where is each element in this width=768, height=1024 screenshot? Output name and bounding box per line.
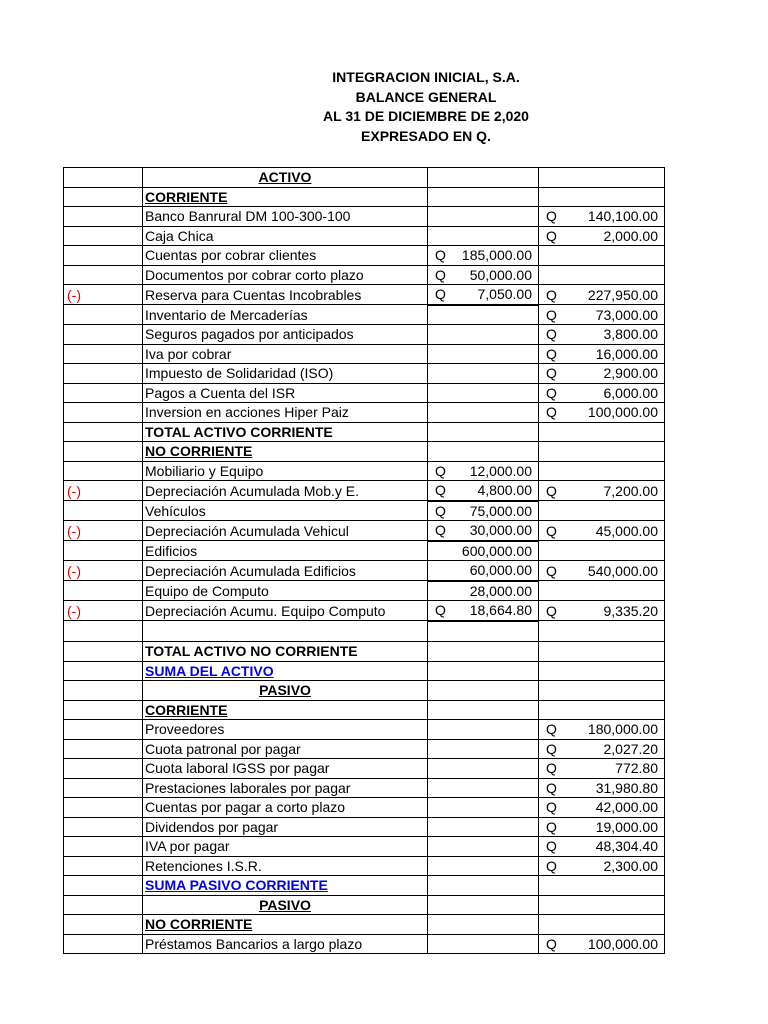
currency-symbol: Q <box>435 482 446 499</box>
amount: 540,000.00 <box>587 562 658 579</box>
report-header <box>0 68 768 147</box>
account-label: Depreciación Acumu. Equipo Computo <box>143 601 428 621</box>
amount: 9,335.20 <box>603 602 658 619</box>
partial-amount-cell <box>428 344 539 364</box>
total-amount-cell <box>539 403 665 423</box>
account-label: SUMA DEL ACTIVO <box>143 661 428 681</box>
partial-amount-cell <box>428 621 539 642</box>
mark-cell <box>64 207 143 227</box>
total-amount-cell <box>539 661 665 681</box>
currency-symbol: Q <box>546 326 557 343</box>
account-label: Caja Chica <box>143 226 428 246</box>
table-row <box>64 895 665 915</box>
partial-amount-cell <box>428 422 539 442</box>
currency-symbol: Q <box>546 857 557 874</box>
partial-amount-cell <box>428 601 539 621</box>
currency-symbol: Q <box>546 482 557 499</box>
account-label: Banco Banrural DM 100-300-100 <box>143 207 428 227</box>
partial-amount-cell <box>428 642 539 662</box>
currency-symbol: Q <box>435 522 446 539</box>
total-amount-cell <box>539 739 665 759</box>
mark-cell <box>64 305 143 325</box>
table-row <box>64 246 665 266</box>
total-amount-cell <box>539 915 665 935</box>
table-row <box>64 383 665 403</box>
partial-amount-cell <box>428 305 539 325</box>
mark-cell <box>64 461 143 481</box>
account-label: Documentos por cobrar corto plazo <box>143 265 428 285</box>
total-amount-cell <box>539 344 665 364</box>
table-row <box>64 817 665 837</box>
amount: 48,304.40 <box>595 838 658 855</box>
mark-cell <box>64 226 143 246</box>
mark-cell <box>64 581 143 601</box>
account-label: Edificios <box>143 541 428 561</box>
account-label: TOTAL ACTIVO NO CORRIENTE <box>143 642 428 662</box>
table-row <box>64 856 665 876</box>
partial-amount-cell <box>428 265 539 285</box>
mark-cell <box>64 246 143 266</box>
mark-cell <box>64 895 143 915</box>
amount: 100,000.00 <box>587 404 658 421</box>
amount: 2,000.00 <box>603 227 658 244</box>
partial-amount-cell <box>428 581 539 601</box>
account-label: Prestaciones laborales por pagar <box>143 778 428 798</box>
currency-symbol: Q <box>435 602 446 619</box>
partial-amount-cell <box>428 207 539 227</box>
partial-amount-cell <box>428 876 539 896</box>
balance-sheet-table <box>63 167 665 954</box>
table-row <box>64 461 665 481</box>
amount: 100,000.00 <box>587 935 658 952</box>
table-row <box>64 285 665 305</box>
partial-amount-cell <box>428 837 539 857</box>
currency-symbol: Q <box>546 779 557 796</box>
table-row <box>64 934 665 954</box>
currency-symbol: Q <box>546 306 557 323</box>
table-row <box>64 265 665 285</box>
partial-amount-cell <box>428 561 539 581</box>
table-row <box>64 541 665 561</box>
table-row <box>64 581 665 601</box>
table-row <box>64 601 665 621</box>
total-amount-cell <box>539 325 665 345</box>
mark-cell <box>64 403 143 423</box>
partial-amount-cell <box>428 325 539 345</box>
mark-cell <box>64 501 143 521</box>
table-row <box>64 481 665 501</box>
report-date: AL 31 DE DICIEMBRE DE 2,020 <box>323 108 529 125</box>
amount: 16,000.00 <box>595 345 658 362</box>
account-label: Seguros pagados por anticipados <box>143 325 428 345</box>
amount: 19,000.00 <box>595 818 658 835</box>
amount: 18,664.80 <box>469 602 532 619</box>
mark-cell: (-) <box>64 521 143 541</box>
mark-cell: (-) <box>64 285 143 305</box>
mark-cell <box>64 700 143 720</box>
mark-cell <box>64 642 143 662</box>
partial-amount-cell <box>428 461 539 481</box>
mark-cell <box>64 876 143 896</box>
total-amount-cell <box>539 642 665 662</box>
table-row <box>64 325 665 345</box>
partial-amount-cell <box>428 817 539 837</box>
currency-symbol: Q <box>546 562 557 579</box>
total-amount-cell <box>539 305 665 325</box>
total-amount-cell <box>539 895 665 915</box>
amount: 227,950.00 <box>587 286 658 303</box>
mark-cell <box>64 915 143 935</box>
partial-amount-cell <box>428 700 539 720</box>
currency-symbol: Q <box>546 345 557 362</box>
total-amount-cell <box>539 364 665 384</box>
table-row <box>64 621 665 642</box>
amount: 2,300.00 <box>603 857 658 874</box>
partial-amount-cell <box>428 856 539 876</box>
currency-symbol: Q <box>435 247 446 264</box>
table-row <box>64 798 665 818</box>
amount: 28,000.00 <box>469 582 532 599</box>
currency-symbol: Q <box>546 404 557 421</box>
total-amount-cell <box>539 187 665 207</box>
currency-symbol: Q <box>546 935 557 952</box>
currency-symbol: Q <box>546 227 557 244</box>
mark-cell <box>64 817 143 837</box>
mark-cell <box>64 661 143 681</box>
account-label: Inventario de Mercaderías <box>143 305 428 325</box>
total-amount-cell <box>539 817 665 837</box>
table-row <box>64 422 665 442</box>
account-label: TOTAL ACTIVO CORRIENTE <box>143 422 428 442</box>
partial-amount-cell <box>428 246 539 266</box>
total-amount-cell <box>539 778 665 798</box>
table-row <box>64 661 665 681</box>
table-row <box>64 305 665 325</box>
partial-amount-cell <box>428 481 539 501</box>
table-row <box>64 759 665 779</box>
partial-amount-cell <box>428 168 539 188</box>
account-label: Depreciación Acumulada Edificios <box>143 561 428 581</box>
mark-cell <box>64 442 143 462</box>
total-amount-cell <box>539 461 665 481</box>
total-amount-cell <box>539 541 665 561</box>
partial-amount-cell <box>428 187 539 207</box>
partial-amount-cell <box>428 364 539 384</box>
table-row <box>64 344 665 364</box>
mark-cell <box>64 187 143 207</box>
amount: 45,000.00 <box>595 522 658 539</box>
table-row <box>64 778 665 798</box>
account-label: NO CORRIENTE <box>143 442 428 462</box>
currency-symbol: Q <box>546 799 557 816</box>
table-row <box>64 187 665 207</box>
amount: 7,050.00 <box>477 286 532 303</box>
currency-symbol: Q <box>546 838 557 855</box>
table-row <box>64 681 665 701</box>
partial-amount-cell <box>428 501 539 521</box>
account-label: Cuota laboral IGSS por pagar <box>143 759 428 779</box>
total-amount-cell <box>539 934 665 954</box>
mark-cell: (-) <box>64 561 143 581</box>
account-label: NO CORRIENTE <box>143 915 428 935</box>
partial-amount-cell <box>428 681 539 701</box>
table-row <box>64 168 665 188</box>
table-row <box>64 720 665 740</box>
total-amount-cell <box>539 226 665 246</box>
amount: 6,000.00 <box>603 384 658 401</box>
partial-amount-cell <box>428 895 539 915</box>
amount: 185,000.00 <box>461 247 532 264</box>
amount: 2,900.00 <box>603 365 658 382</box>
account-label: Vehículos <box>143 501 428 521</box>
account-label: Iva por cobrar <box>143 344 428 364</box>
partial-amount-cell <box>428 798 539 818</box>
mark-cell <box>64 681 143 701</box>
total-amount-cell <box>539 876 665 896</box>
amount: 31,980.80 <box>595 779 658 796</box>
account-label: CORRIENTE <box>143 187 428 207</box>
partial-amount-cell <box>428 759 539 779</box>
total-amount-cell <box>539 681 665 701</box>
amount: 772.80 <box>615 760 658 777</box>
mark-cell: (-) <box>64 481 143 501</box>
table-row <box>64 442 665 462</box>
mark-cell <box>64 325 143 345</box>
amount: 3,800.00 <box>603 326 658 343</box>
account-label: Inversion en acciones Hiper Paiz <box>143 403 428 423</box>
currency-symbol: Q <box>546 602 557 619</box>
amount: 180,000.00 <box>587 721 658 738</box>
currency-symbol: Q <box>546 384 557 401</box>
total-amount-cell <box>539 501 665 521</box>
amount: 140,100.00 <box>587 208 658 225</box>
account-label: Cuota patronal por pagar <box>143 739 428 759</box>
currency-symbol: Q <box>546 740 557 757</box>
partial-amount-cell <box>428 934 539 954</box>
mark-cell <box>64 798 143 818</box>
account-label: Equipo de Computo <box>143 581 428 601</box>
total-amount-cell <box>539 581 665 601</box>
mark-cell <box>64 344 143 364</box>
total-amount-cell <box>539 422 665 442</box>
mark-cell <box>64 383 143 403</box>
account-label: Retenciones I.S.R. <box>143 856 428 876</box>
amount: 50,000.00 <box>469 266 532 283</box>
total-amount-cell <box>539 837 665 857</box>
report-currency: EXPRESADO EN Q. <box>361 128 491 145</box>
amount: 2,027.20 <box>603 740 658 757</box>
mark-cell <box>64 621 143 642</box>
account-label: IVA por pagar <box>143 837 428 857</box>
currency-symbol: Q <box>546 818 557 835</box>
total-amount-cell <box>539 207 665 227</box>
partial-amount-cell <box>428 541 539 561</box>
account-label: Préstamos Bancarios a largo plazo <box>143 934 428 954</box>
total-amount-cell <box>539 759 665 779</box>
account-label: Mobiliario y Equipo <box>143 461 428 481</box>
total-amount-cell <box>539 601 665 621</box>
account-label: Cuentas por cobrar clientes <box>143 246 428 266</box>
amount: 30,000.00 <box>469 522 532 539</box>
total-amount-cell <box>539 265 665 285</box>
mark-cell <box>64 168 143 188</box>
account-label: Impuesto de Solidaridad (ISO) <box>143 364 428 384</box>
partial-amount-cell <box>428 403 539 423</box>
total-amount-cell <box>539 700 665 720</box>
currency-symbol: Q <box>435 502 446 519</box>
mark-cell <box>64 856 143 876</box>
currency-symbol: Q <box>546 208 557 225</box>
table-row <box>64 915 665 935</box>
account-label: Depreciación Acumulada Mob.y E. <box>143 481 428 501</box>
company-name: INTEGRACION INICIAL, S.A. <box>332 69 520 85</box>
currency-symbol: Q <box>435 462 446 479</box>
total-amount-cell <box>539 246 665 266</box>
account-label: ACTIVO <box>143 168 428 188</box>
mark-cell <box>64 739 143 759</box>
report-title: BALANCE GENERAL <box>355 88 497 105</box>
amount: 12,000.00 <box>469 462 532 479</box>
mark-cell <box>64 541 143 561</box>
mark-cell <box>64 422 143 442</box>
table-row <box>64 837 665 857</box>
currency-symbol: Q <box>546 721 557 738</box>
table-row <box>64 561 665 581</box>
currency-symbol: Q <box>435 266 446 283</box>
currency-symbol: Q <box>546 365 557 382</box>
total-amount-cell <box>539 481 665 501</box>
partial-amount-cell <box>428 661 539 681</box>
table-row <box>64 521 665 541</box>
amount: 75,000.00 <box>469 502 532 519</box>
partial-amount-cell <box>428 915 539 935</box>
amount: 600,000.00 <box>461 542 532 559</box>
amount: 4,800.00 <box>477 482 532 499</box>
total-amount-cell <box>539 442 665 462</box>
table-row <box>64 364 665 384</box>
total-amount-cell <box>539 521 665 541</box>
mark-cell: (-) <box>64 601 143 621</box>
currency-symbol: Q <box>435 286 446 303</box>
table-row <box>64 642 665 662</box>
partial-amount-cell <box>428 226 539 246</box>
partial-amount-cell <box>428 285 539 305</box>
mark-cell <box>64 265 143 285</box>
partial-amount-cell <box>428 720 539 740</box>
account-label: Depreciación Acumulada Vehicul <box>143 521 428 541</box>
table-row <box>64 700 665 720</box>
currency-symbol: Q <box>546 286 557 303</box>
table-row <box>64 739 665 759</box>
account-label: Pagos a Cuenta del ISR <box>143 383 428 403</box>
partial-amount-cell <box>428 778 539 798</box>
account-label: SUMA PASIVO CORRIENTE <box>143 876 428 896</box>
amount: 7,200.00 <box>603 482 658 499</box>
mark-cell <box>64 759 143 779</box>
total-amount-cell <box>539 168 665 188</box>
mark-cell <box>64 364 143 384</box>
total-amount-cell <box>539 561 665 581</box>
currency-symbol: Q <box>546 522 557 539</box>
account-label: CORRIENTE <box>143 700 428 720</box>
mark-cell <box>64 934 143 954</box>
total-amount-cell <box>539 621 665 642</box>
total-amount-cell <box>539 383 665 403</box>
partial-amount-cell <box>428 739 539 759</box>
table-row <box>64 501 665 521</box>
amount: 60,000.00 <box>469 562 532 579</box>
total-amount-cell <box>539 720 665 740</box>
account-label: Cuentas por pagar a corto plazo <box>143 798 428 818</box>
partial-amount-cell <box>428 383 539 403</box>
partial-amount-cell <box>428 521 539 541</box>
account-label <box>143 621 428 642</box>
amount: 42,000.00 <box>595 799 658 816</box>
amount: 73,000.00 <box>595 306 658 323</box>
table-row <box>64 876 665 896</box>
mark-cell <box>64 837 143 857</box>
table-row <box>64 226 665 246</box>
total-amount-cell <box>539 798 665 818</box>
total-amount-cell <box>539 856 665 876</box>
account-label: Dividendos por pagar <box>143 817 428 837</box>
total-amount-cell <box>539 285 665 305</box>
account-label: Reserva para Cuentas Incobrables <box>143 285 428 305</box>
table-row <box>64 403 665 423</box>
table-row <box>64 207 665 227</box>
currency-symbol: Q <box>546 760 557 777</box>
account-label: PASIVO <box>143 681 428 701</box>
partial-amount-cell <box>428 442 539 462</box>
account-label: PASIVO <box>143 895 428 915</box>
mark-cell <box>64 778 143 798</box>
account-label: Proveedores <box>143 720 428 740</box>
mark-cell <box>64 720 143 740</box>
